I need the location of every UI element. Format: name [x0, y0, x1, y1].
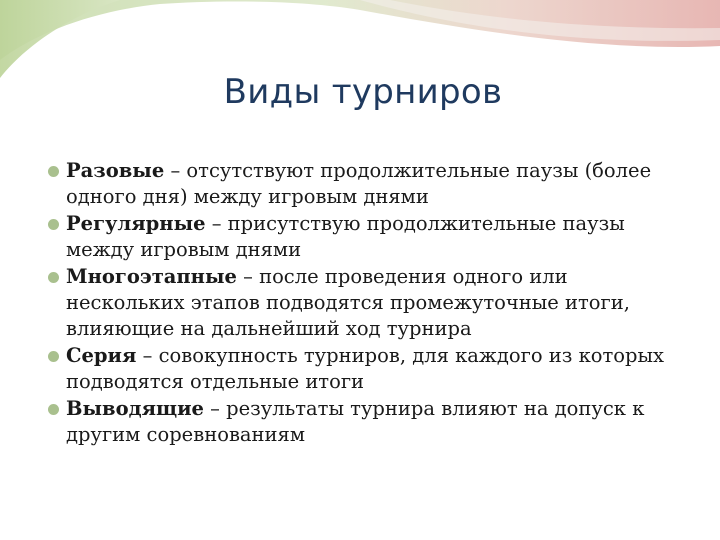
bullet-list — [46, 158, 686, 448]
top-wave-decoration — [0, 0, 720, 80]
bullet-term: Выводящие — [66, 397, 204, 420]
bullet-term: Регулярные — [66, 212, 206, 235]
bullet-dot-icon — [48, 404, 59, 415]
bullet-item — [46, 158, 686, 210]
bullet-item — [46, 264, 686, 342]
bullet-term: Разовые — [66, 159, 165, 182]
bullet-dot-icon — [48, 272, 59, 283]
bullet-text: – отсутствуют продолжительные паузы (более одного дня) между игровым днями — [66, 159, 652, 208]
slide-title: Виды турниров — [223, 72, 503, 112]
bullet-item — [46, 343, 686, 395]
bullet-dot-icon — [48, 219, 59, 230]
bullet-text: – присутствую продолжительные паузы между игровым днями — [66, 212, 625, 261]
bullet-item — [46, 396, 686, 448]
bullet-dot-icon — [48, 351, 59, 362]
bullet-dot-icon — [48, 166, 59, 177]
bullet-item — [46, 211, 686, 263]
bullet-text: – после проведения одного или нескольких этапов подводятся промежуточные итоги, влияющие на дальнейший ход турнира — [66, 265, 630, 340]
bullet-text: – совокупность турниров, для каждого из которых подводятся отдельные итоги — [66, 344, 665, 393]
bullet-text: – результаты турнира влияют на допуск к другим соревнованиям — [66, 397, 645, 446]
bullet-term: Серия — [66, 344, 137, 367]
bullet-term: Многоэтапные — [66, 265, 237, 288]
bullet-content — [46, 158, 686, 449]
